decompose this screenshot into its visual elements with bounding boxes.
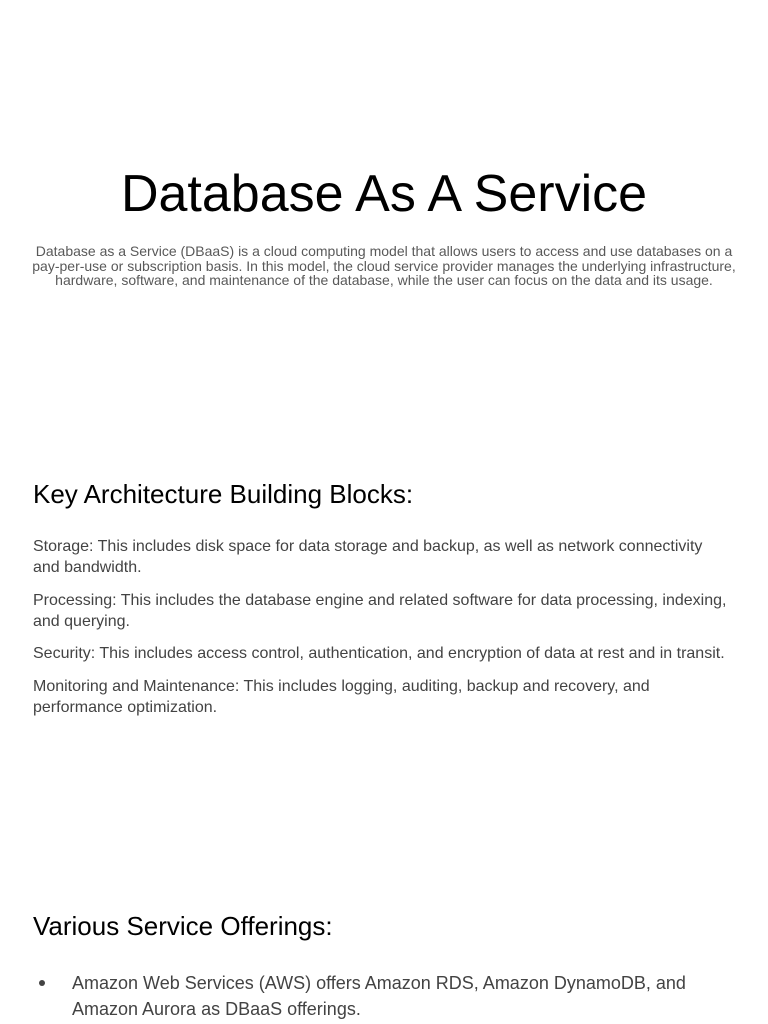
block-monitoring-maintenance: Monitoring and Maintenance: This includes logging, auditing, backup and recovery, and performance optimization.: [33, 677, 650, 716]
block-processing: Processing: This includes the database engine and related software for data processing, indexing, and querying.: [33, 591, 727, 630]
block-storage: Storage: This includes disk space for data storage and backup, as well as network connectivity and bandwidth.: [33, 538, 703, 576]
list-item: [33, 970, 733, 1022]
architecture-blocks-list: [33, 536, 733, 729]
offerings-heading: Various Service Offerings:: [33, 911, 333, 941]
offerings-list: [33, 970, 733, 1022]
block-security: Security: This includes access control, authentication, and encryption of data at rest and in transit.: [33, 645, 725, 662]
bullet-icon: [39, 980, 45, 986]
architecture-heading: Key Architecture Building Blocks:: [33, 479, 414, 509]
page-title: Database As A Service: [120, 165, 648, 223]
offering-aws-text: Amazon Web Services (AWS) offers Amazon RDS, Amazon DynamoDB, and Amazon Aurora as DBaaS offerings.: [72, 973, 686, 1019]
intro-paragraph: Database as a Service (DBaaS) is a cloud computing model that allows users to access and use databases on a pay-per-use or subscription basis. In this model, the cloud service provider manages the underlying infrastructure, hardware, software, and maintenance of the database, while the user can focus on the data and its usage.: [32, 243, 736, 288]
